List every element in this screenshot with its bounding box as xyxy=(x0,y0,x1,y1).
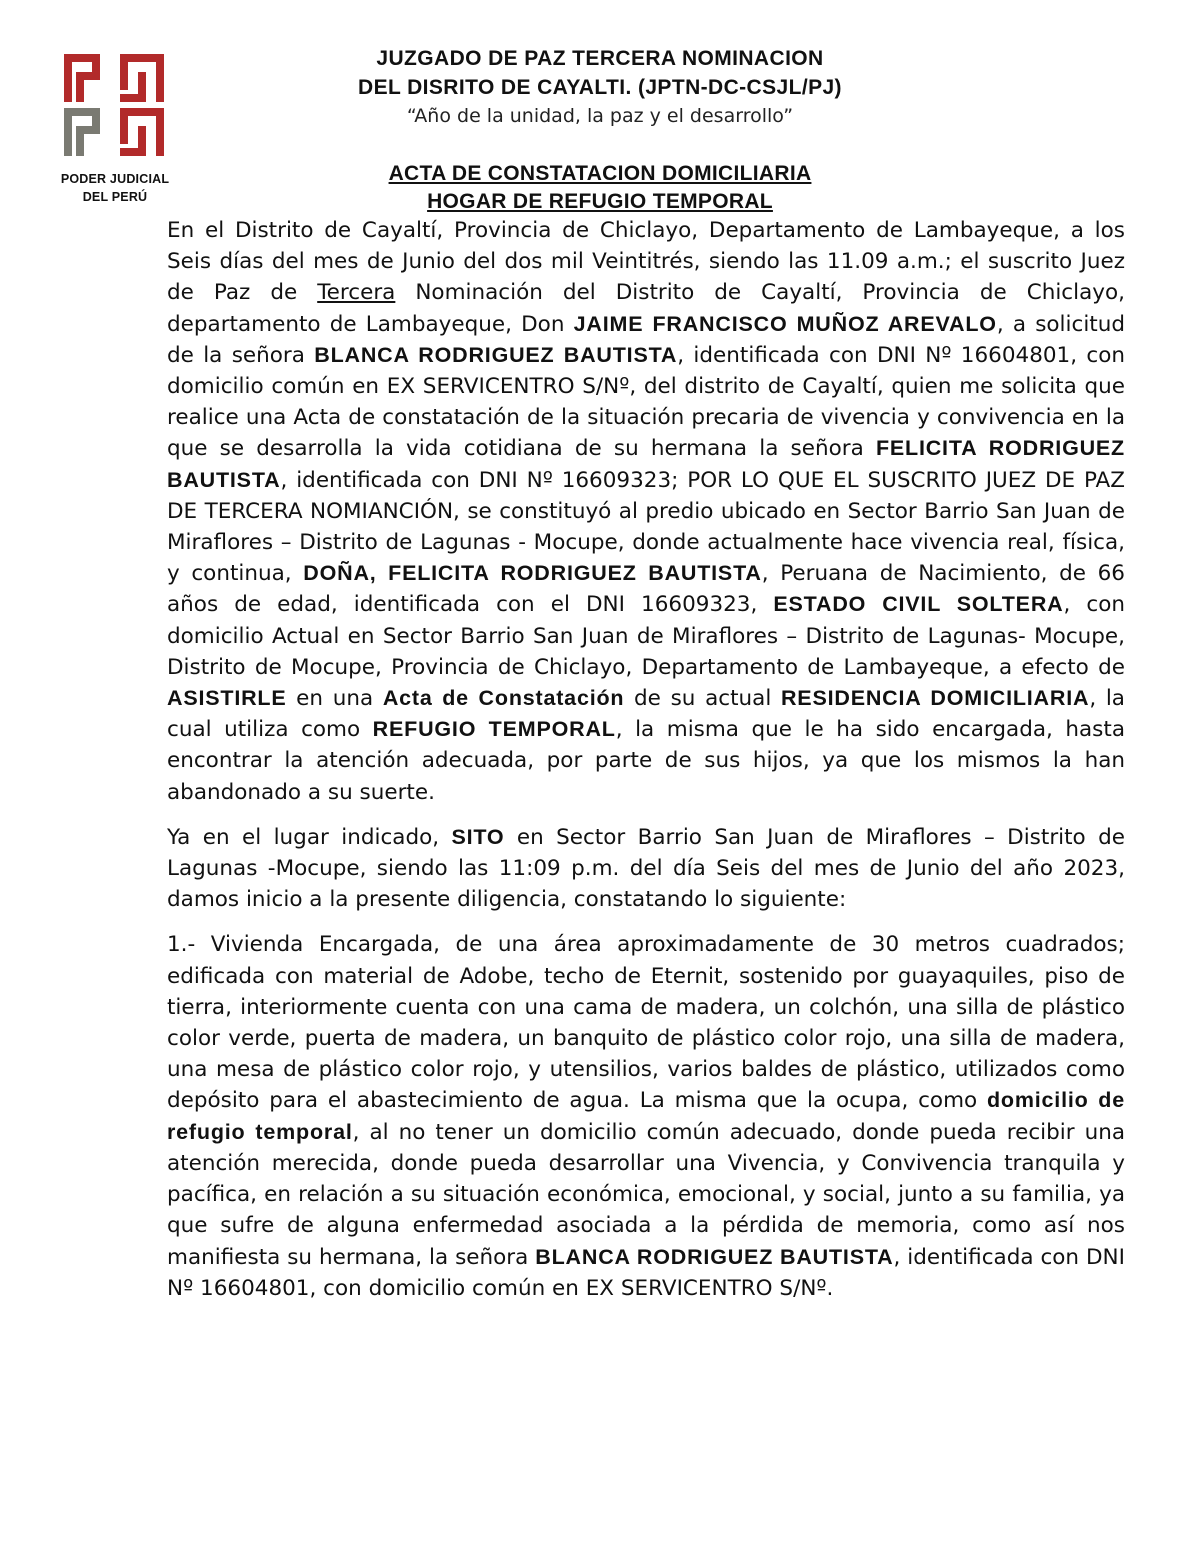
document-header xyxy=(240,44,960,130)
text-run: de su actual xyxy=(624,686,781,712)
year-motto: “Año de la unidad, la paz y el desarrollo” xyxy=(406,105,794,127)
text-run: , la cual utiliza como xyxy=(167,686,1125,743)
poder-judicial-logo xyxy=(50,52,180,206)
text-run: Ya en el lugar indicado, xyxy=(167,824,452,850)
beneficiary-name-2: DOÑA, FELICITA RODRIGUEZ BAUTISTA xyxy=(303,561,762,586)
civil-status: ESTADO CIVIL SOLTERA xyxy=(773,592,1064,617)
bold-acta: Acta de Constatación xyxy=(382,686,625,711)
court-name-line2: DEL DISRITO DE CAYALTI. (JPTN-DC-CSJL/PJ) xyxy=(358,76,842,99)
logo-line2: DEL PERÚ xyxy=(82,190,148,204)
text-run: , con domicilio Actual en Sector Barrio San Juan de Miraflores – Distrito de Lagunas- Mocupe, Distrito de Mocupe, Provincia de Chiclayo, Departamento de Lambayeque, a efecto de xyxy=(167,592,1125,680)
bold-domicilio: domicilio de refugio temporal xyxy=(167,1088,1125,1144)
document-body xyxy=(167,215,1125,1318)
text-run: , a solicitud de la señora xyxy=(167,311,1125,368)
requester-name: BLANCA RODRIGUEZ BAUTISTA xyxy=(314,342,678,367)
text-run: En el Distrito de Cayaltí, Provincia de Chiclayo, Departamento de Lambayeque, a los Seis días del mes de Junio del dos mil Veintitrés, siendo las 11.09 a.m.; el suscrito Juez de Paz de xyxy=(167,218,1125,306)
bold-sito: SITO xyxy=(451,824,505,849)
bold-residencia: RESIDENCIA DOMICILIARIA xyxy=(780,686,1090,711)
paragraph-location xyxy=(167,822,1125,916)
sister-name: BLANCA RODRIGUEZ BAUTISTA xyxy=(535,1244,894,1269)
beneficiary-name: FELICITA RODRIGUEZ BAUTISTA xyxy=(167,436,1125,492)
text-run-underlined: Tercera xyxy=(317,280,396,306)
paragraph-finding-1 xyxy=(167,929,1125,1303)
logo-line1: PODER JUDICIAL xyxy=(60,172,170,186)
text-run: , identificada con DNI Nº 16609323; POR LO QUE EL SUSCRITO JUEZ DE PAZ DE TERCERA NOMIANCIÓN, se constituyó al predio ubicado en Sector Barrio San Juan de Miraflores – Distrito de Lagunas - Mocupe, donde actualmente hace vivencia real, física, y continua, xyxy=(167,467,1125,587)
document-title xyxy=(300,160,900,216)
judge-name: JAIME FRANCISCO MUÑOZ AREVALO xyxy=(573,311,997,336)
bold-refugio: REFUGIO TEMPORAL xyxy=(372,717,616,742)
text-run: , identificada con DNI Nº 16604801, con domicilio común en EX SERVICENTRO S/Nº. xyxy=(167,1244,1125,1301)
title-line2: HOGAR DE REFUGIO TEMPORAL xyxy=(427,190,773,213)
paragraph-intro xyxy=(167,215,1125,808)
text-run: , la misma que le ha sido encargada, hasta encontrar la atención adecuada, por parte de sus hijos, ya que los mismos la han abandonado a su suerte. xyxy=(167,717,1125,805)
bold-asistirle: ASISTIRLE xyxy=(167,686,287,711)
text-run: , al no tener un domicilio común adecuado, donde pueda recibir una atención merecida, donde pueda desarrollar una Vivencia, y Convivencia tranquila y pacífica, en relación a su situación económica, emocional, y social, junto a su familia, ya que sufre de alguna enfermedad asociada a la pérdida de memoria, como así nos manifiesta su hermana, la señora xyxy=(167,1119,1125,1270)
text-run: 1.- Vivienda Encargada, de una área aproximadamente de 30 metros cuadrados; edificada con material de Adobe, techo de Eternit, sostenido por guayaquiles, piso de tierra, interiormente cuenta con una cama de madera, un colchón, una silla de plástico color verde, puerta de madera, un banquito de plástico color rojo, una silla de madera, una mesa de plástico color rojo, y utensilios, varios baldes de plástico, utilizados como depósito para el abastecimiento de agua. La misma que la ocupa, como xyxy=(167,932,1125,1114)
text-run: Nominación del Distrito de Cayaltí, Provincia de Chiclayo, departamento de Lambayeque, Don xyxy=(167,280,1125,337)
text-run: en una xyxy=(286,686,383,712)
pj-emblem-icon xyxy=(62,52,168,158)
court-name-line1: JUZGADO DE PAZ TERCERA NOMINACION xyxy=(376,47,824,70)
text-run: , identificada con DNI Nº 16604801, con domicilio común en EX SERVICENTRO S/Nº, del distrito de Cayaltí, quien me solicita que realice una Acta de constatación de la situación precaria de vivencia y convivencia en la que se desarrolla la vida cotidiana de su hermana la señora xyxy=(167,342,1125,462)
text-run: , Peruana de Nacimiento, de 66 años de edad, identificada con el DNI 16609323, xyxy=(167,561,1125,618)
title-line1: ACTA DE CONSTATACION DOMICILIARIA xyxy=(388,162,812,185)
text-run: en Sector Barrio San Juan de Miraflores – Distrito de Lagunas -Mocupe, siendo las 11:09 p.m. del día Seis del mes de Junio del año 2023, damos inicio a la presente diligencia, constatando lo siguiente: xyxy=(167,824,1125,913)
